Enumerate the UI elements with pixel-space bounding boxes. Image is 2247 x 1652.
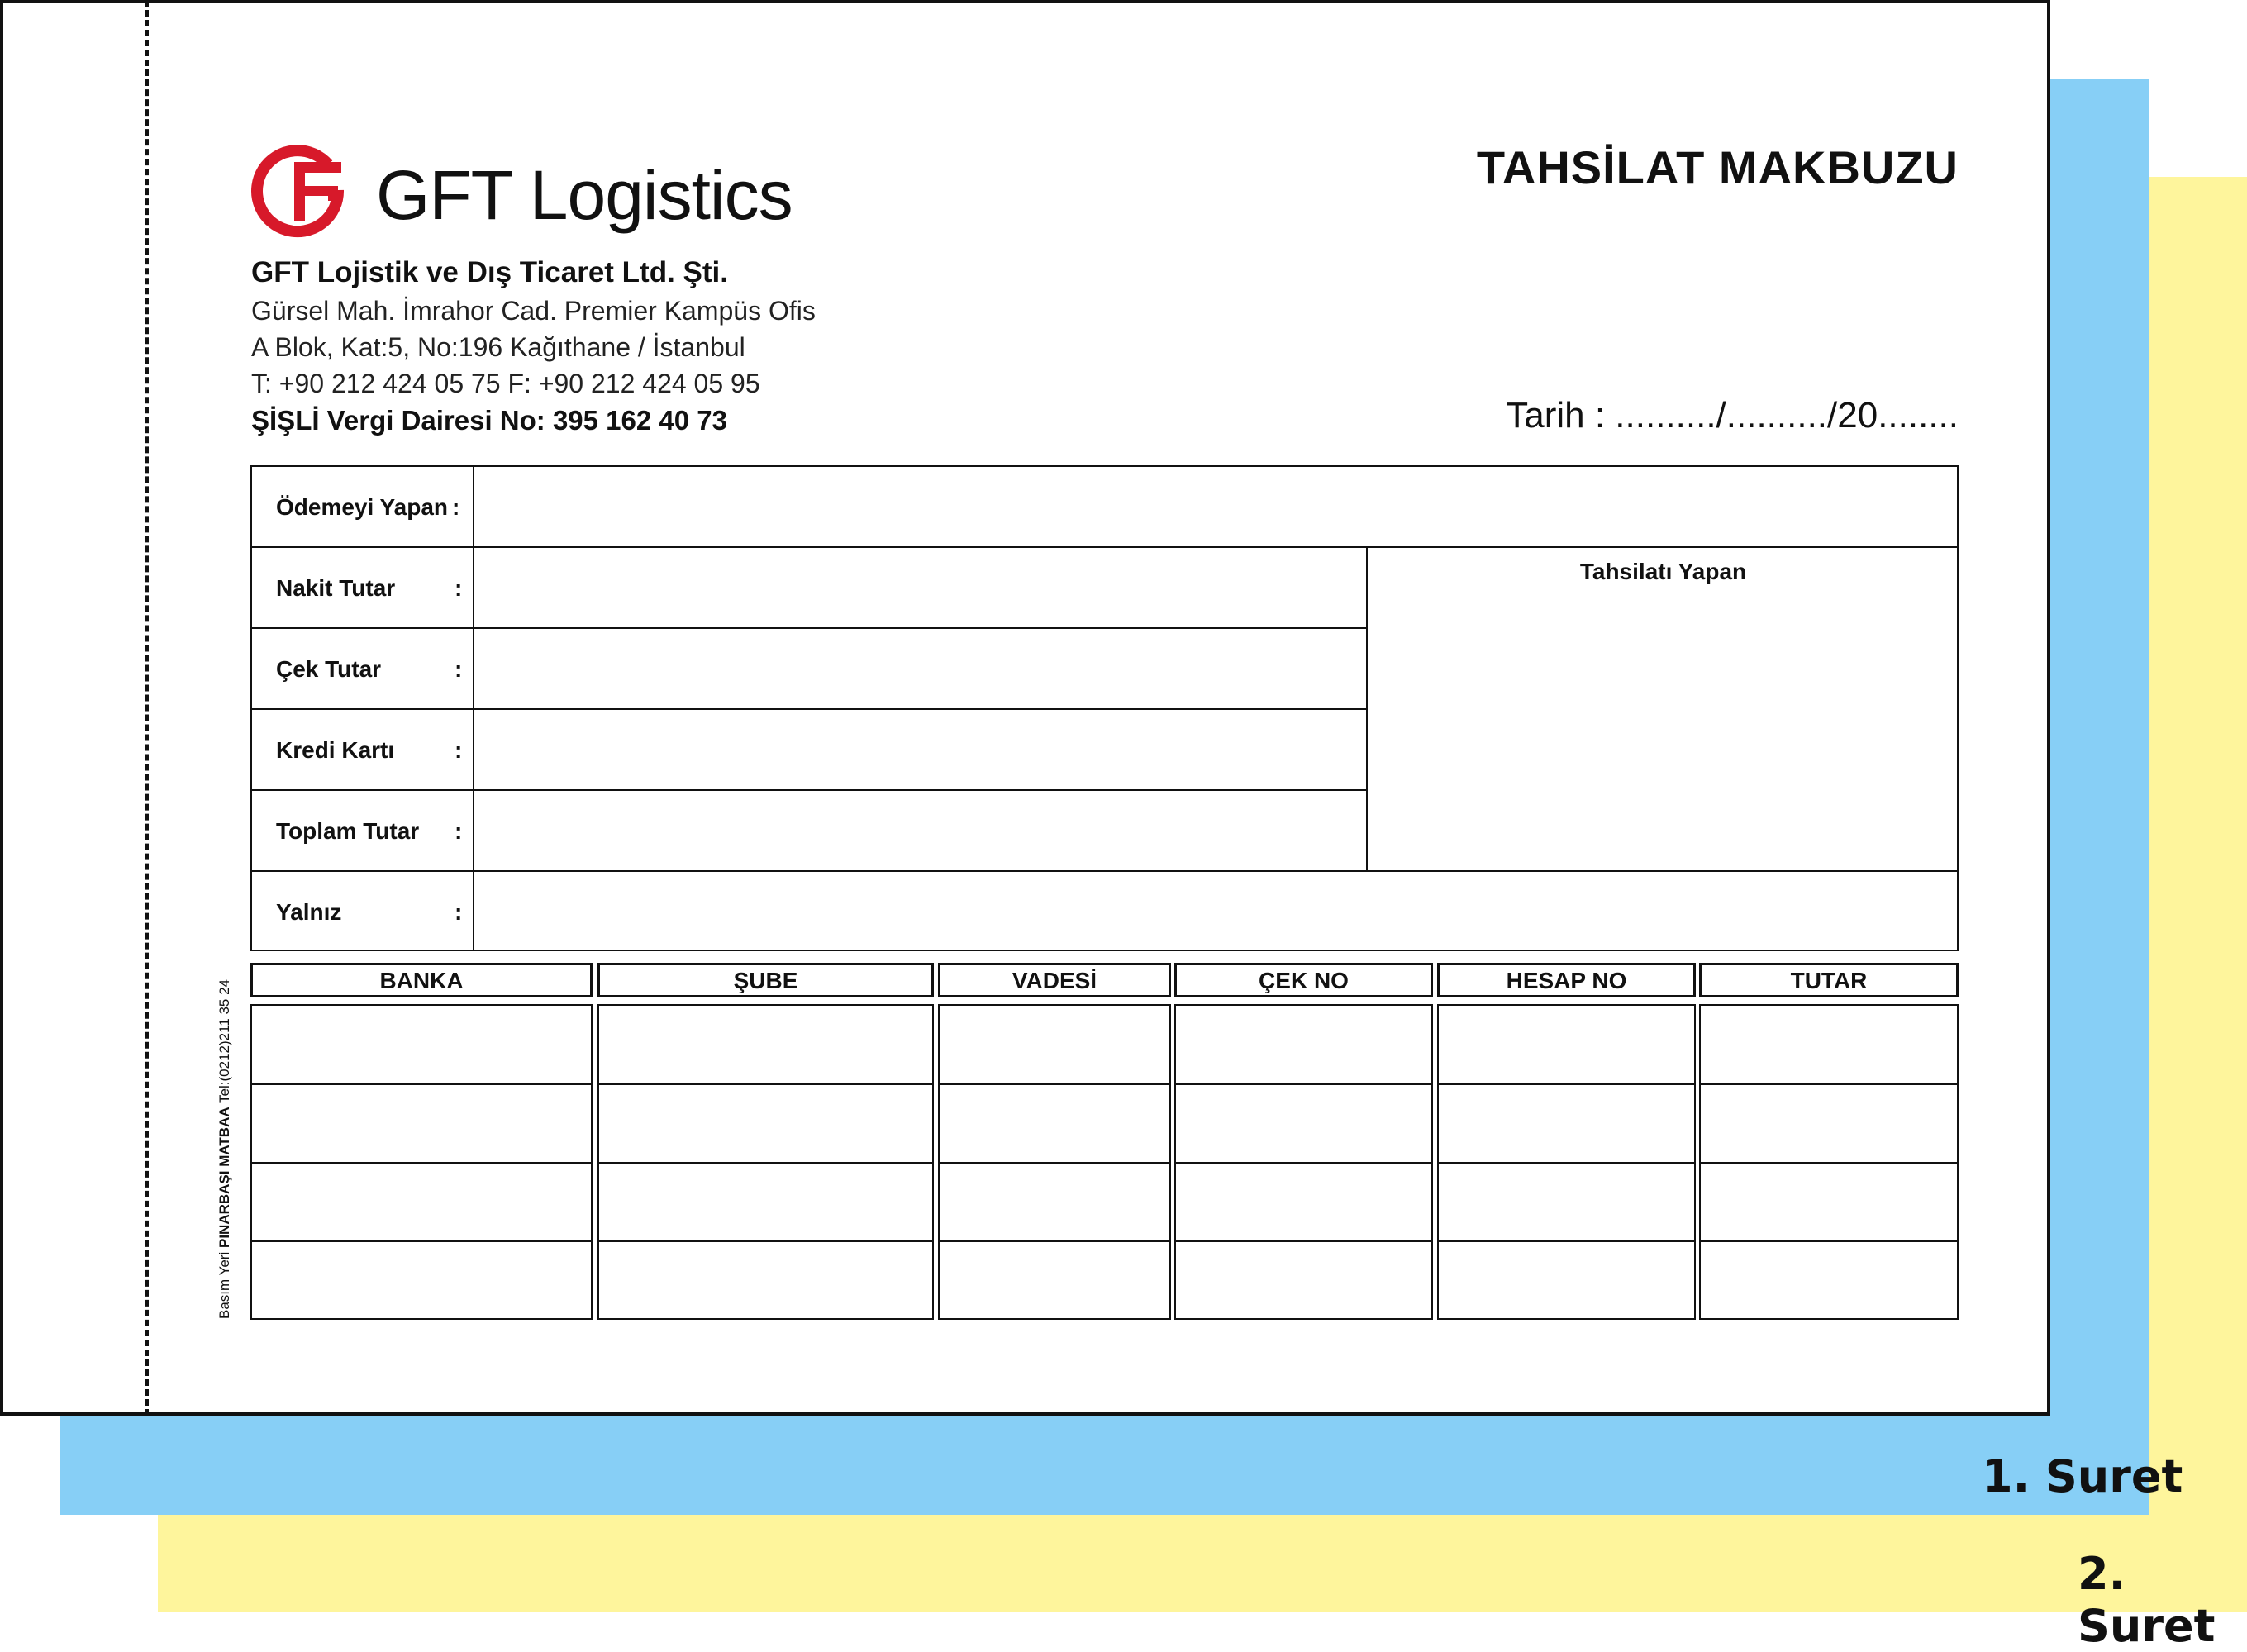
branch-column[interactable] (597, 1004, 934, 1320)
credit-card-input[interactable] (474, 710, 1364, 788)
amount-in-words-label: Yalnız (276, 899, 342, 925)
table-row-divider (1176, 1083, 1431, 1085)
table-row-divider (940, 1083, 1169, 1085)
printer-imprint (217, 979, 233, 1319)
header-account-no: HESAP NO (1437, 963, 1696, 997)
table-row-divider (599, 1162, 932, 1164)
cash-amount-colon: : (455, 575, 463, 601)
document-title: TAHSİLAT MAKBUZU (1476, 141, 1959, 193)
account-no-column[interactable] (1437, 1004, 1696, 1320)
table-row-divider (252, 1240, 591, 1242)
table-row-divider (252, 1083, 591, 1085)
header-due-date: VADESİ (938, 963, 1171, 997)
due-date-column[interactable] (938, 1004, 1171, 1320)
table-row-divider (1701, 1240, 1957, 1242)
company-logo-text: GFT Logistics (376, 156, 793, 234)
table-row-divider (1439, 1240, 1694, 1242)
address-line-1: Gürsel Mah. İmrahor Cad. Premier Kampüs Ofis (251, 296, 816, 326)
header-branch: ŞUBE (597, 963, 934, 997)
printer-name: PINARBAŞI MATBAA (217, 1107, 232, 1248)
date-field[interactable]: Tarih : ........../........../20........ (1506, 395, 1959, 436)
table-row-divider (940, 1162, 1169, 1164)
amount-in-words-input[interactable] (474, 872, 1957, 950)
amount-column[interactable] (1699, 1004, 1959, 1320)
company-legal-name: GFT Lojistik ve Dış Ticaret Ltd. Şti. (251, 256, 728, 288)
printer-phone: Tel:(0212)211 35 24 (217, 978, 232, 1103)
credit-card-label: Kredi Kartı (276, 737, 395, 763)
header-bank: BANKA (250, 963, 593, 997)
amount-in-words-colon: : (455, 899, 463, 925)
collector-signature-area[interactable] (1369, 595, 1957, 869)
cash-amount-label: Nakit Tutar (276, 575, 396, 601)
payer-colon: : (452, 494, 460, 520)
perforation-line (145, 0, 149, 1416)
cash-amount-input[interactable] (474, 548, 1364, 626)
credit-card-colon: : (455, 737, 463, 763)
table-row-divider (1439, 1083, 1694, 1085)
table-row-divider (1176, 1162, 1431, 1164)
header-cheque-no: ÇEK NO (1174, 963, 1433, 997)
cheque-amount-label: Çek Tutar (276, 656, 382, 682)
table-row-divider (599, 1240, 932, 1242)
header-amount: TUTAR (1699, 963, 1959, 997)
total-amount-input[interactable] (474, 791, 1364, 869)
cheque-amount-input[interactable] (474, 629, 1364, 707)
bank-column[interactable] (250, 1004, 593, 1320)
table-row-divider (1176, 1240, 1431, 1242)
address-line-2: A Blok, Kat:5, No:196 Kağıthane / İstanbul (251, 332, 745, 362)
collector-label: Tahsilatı Yapan (1579, 559, 1747, 584)
table-row-divider (252, 1162, 591, 1164)
table-row-divider (1439, 1162, 1694, 1164)
table-row-divider (1701, 1083, 1957, 1085)
table-row-divider (599, 1083, 932, 1085)
copy-2-label: 2. Suret (2078, 1548, 2216, 1652)
copy-1-label: 1. Suret (1982, 1450, 2183, 1502)
collector-column-divider (1366, 546, 1368, 870)
table-row-divider (1701, 1162, 1957, 1164)
cheque-amount-colon: : (455, 656, 463, 682)
payer-label: Ödemeyi Yapan (276, 494, 449, 520)
printer-prefix: Basım Yeri (217, 1251, 232, 1319)
table-row-divider (940, 1240, 1169, 1242)
phone-fax: T: +90 212 424 05 75 F: +90 212 424 05 95 (251, 369, 760, 398)
total-amount-label: Toplam Tutar (276, 818, 420, 844)
total-amount-colon: : (455, 818, 463, 844)
gft-logo-icon (248, 140, 347, 240)
tax-office: ŞİŞLİ Vergi Dairesi No: 395 162 40 73 (251, 405, 727, 436)
cheque-no-column[interactable] (1174, 1004, 1433, 1320)
payer-input[interactable] (474, 467, 1957, 545)
